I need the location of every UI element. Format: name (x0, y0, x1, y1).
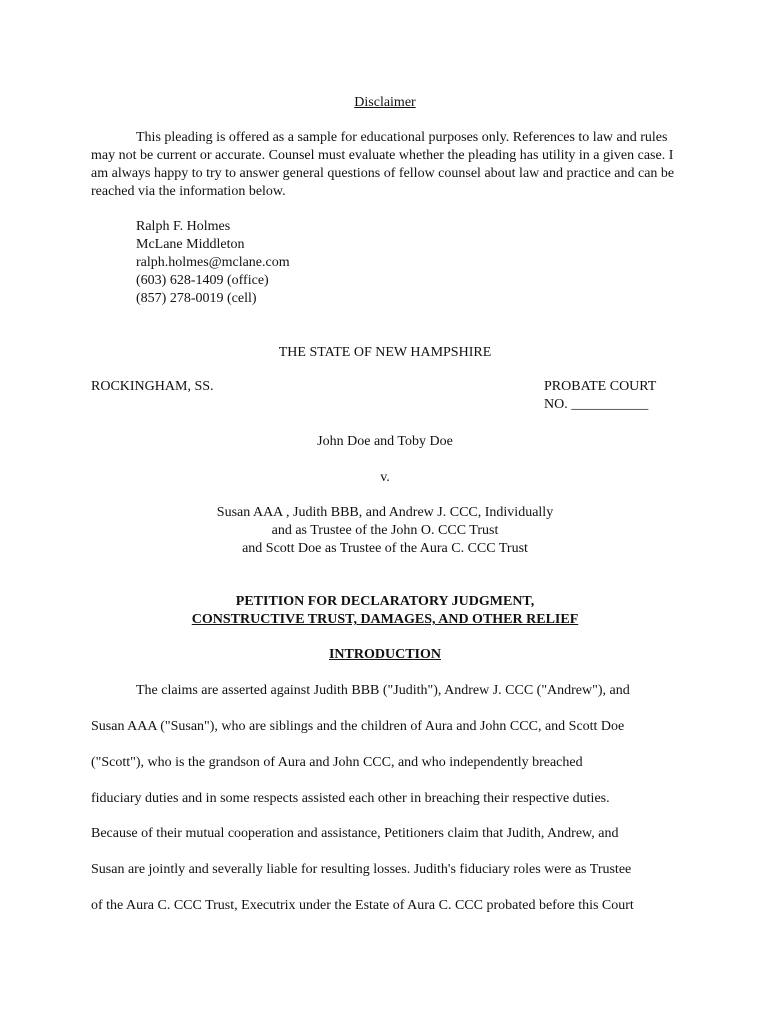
contact-block (136, 218, 290, 308)
contact-cell-phone: (857) 278-0019 (cell) (136, 291, 257, 306)
defendants-line-3: and Scott Doe as Trustee of the Aura C. CCC Trust (242, 541, 528, 556)
intro-line: Because of their mutual cooperation and assistance, Petitioners claim that Judith, Andrew, and (91, 826, 619, 841)
intro-line: Susan are jointly and severally liable for resulting losses. Judith's fiduciary roles were as Trustee (91, 862, 632, 877)
disclaimer-paragraph: This pleading is offered as a sample for educational purposes only. References to law and rules may not be current or accurate. Counsel must evaluate whether the pleading has utility in a given case. I am always happy to try to answer general questions of fellow counsel about law and practice and can be reached via the information below. (91, 130, 675, 199)
state-heading: THE STATE OF NEW HAMPSHIRE (278, 345, 492, 360)
county-label: ROCKINGHAM, SS. (91, 379, 214, 394)
petition-title-line-1: PETITION FOR DECLARATORY JUDGMENT, (235, 594, 535, 609)
court-block (544, 378, 656, 414)
disclaimer-heading: Disclaimer (354, 95, 416, 110)
plaintiffs: John Doe and Toby Doe (317, 434, 453, 449)
intro-line: fiduciary duties and in some respects assisted each other in breaching their respective duties. (91, 791, 610, 806)
introduction-heading: INTRODUCTION (328, 647, 441, 662)
docket-number: NO. ___________ (544, 397, 649, 412)
contact-office-phone: (603) 628-1409 (office) (136, 273, 269, 288)
defendants-line-1: Susan AAA , Judith BBB, and Andrew J. CCC, Individually (216, 505, 554, 520)
intro-line: of the Aura C. CCC Trust, Executrix under the Estate of Aura C. CCC probated before this Court (91, 898, 634, 913)
intro-line: ("Scott"), who is the grandson of Aura and John CCC, and who independently breached (91, 755, 583, 770)
contact-email: ralph.holmes@mclane.com (136, 255, 290, 270)
versus: v. (380, 470, 390, 485)
contact-name: Ralph F. Holmes (136, 219, 231, 234)
petition-title-line-2: CONSTRUCTIVE TRUST, DAMAGES, AND OTHER RELIEF (191, 612, 579, 627)
intro-line: The claims are asserted against Judith BBB ("Judith"), Andrew J. CCC ("Andrew"), and (136, 683, 630, 698)
defendants-line-2: and as Trustee of the John O. CCC Trust (271, 523, 499, 538)
intro-line: Susan AAA ("Susan"), who are siblings and the children of Aura and John CCC, and Scott Doe (91, 719, 625, 734)
court-name: PROBATE COURT (544, 379, 657, 394)
contact-firm: McLane Middleton (136, 237, 245, 252)
